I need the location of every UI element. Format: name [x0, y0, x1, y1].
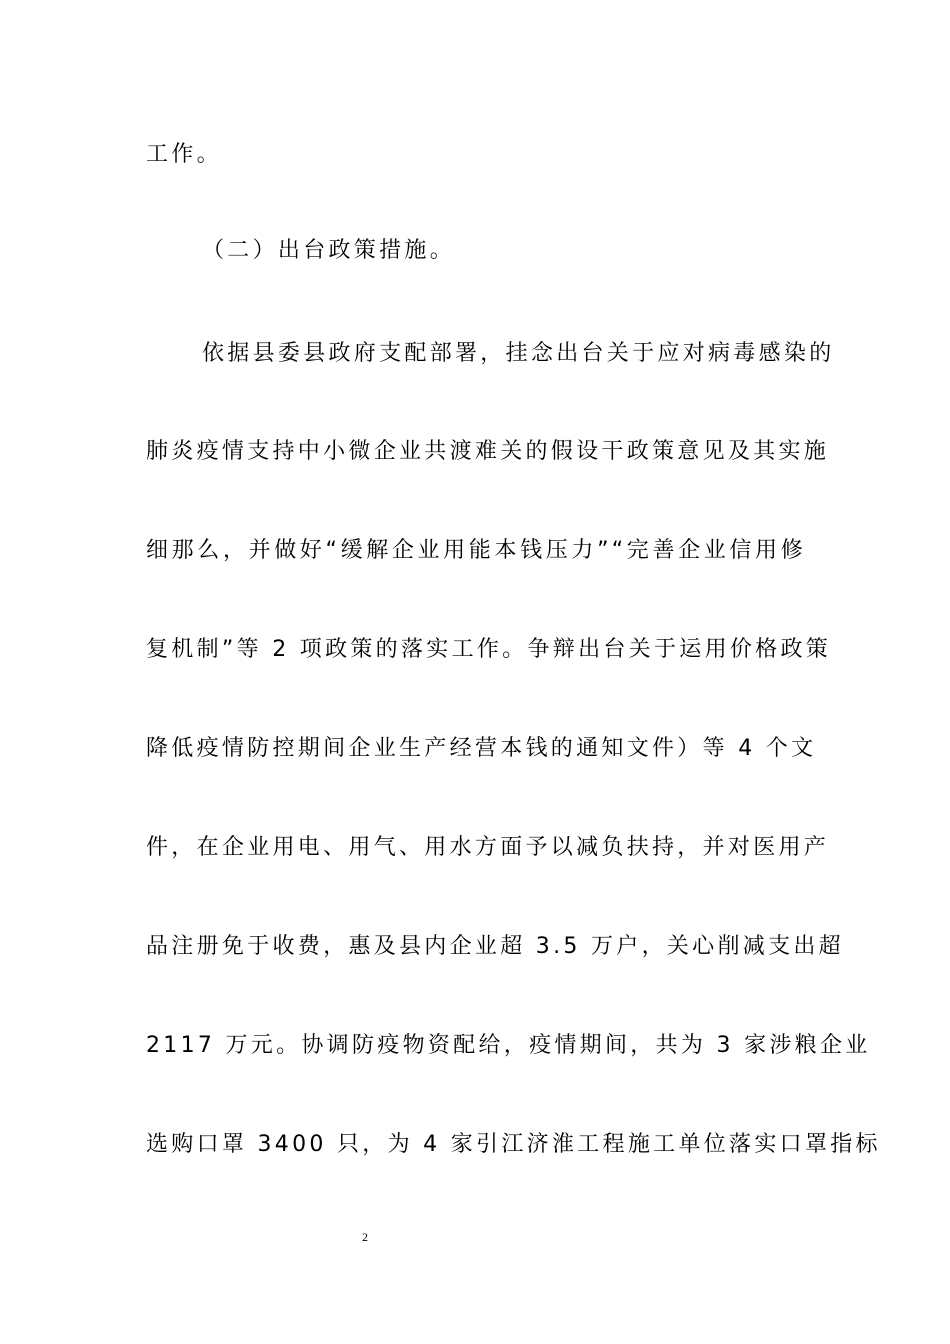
text-line: 依据县委县政府支配部署，挂念出台关于应对病毒感染的	[202, 341, 835, 366]
text-line: 肺炎疫情支持中小微企业共渡难关的假设干政策意见及其实施	[146, 439, 830, 464]
text-line: 工作。	[146, 142, 222, 167]
text-line: 2117 万元。协调防疫物资配给，疫情期间，共为 3 家涉粮企业	[146, 1033, 871, 1058]
text-line: 品注册免于收费，惠及县内企业超 3.5 万户，关心削减支出超	[146, 934, 844, 959]
text-line: 选购口罩 3400 只，为 4 家引江济淮工程施工单位落实口罩指标	[146, 1132, 881, 1157]
text-line: 件，在企业用电、用气、用水方面予以减负扶持，并对医用产	[146, 835, 830, 860]
text-line: 降低疫情防控期间企业生产经营本钱的通知文件）等 4 个文	[146, 736, 817, 761]
page-number: 2	[362, 1230, 368, 1244]
section-heading: （二）出台政策措施。	[202, 238, 456, 263]
text-line: 复机制”等 2 项政策的落实工作。争辩出台关于运用价格政策	[146, 637, 832, 662]
text-line: 细那么，并做好“缓解企业用能本钱压力”“完善企业信用修	[146, 538, 806, 563]
